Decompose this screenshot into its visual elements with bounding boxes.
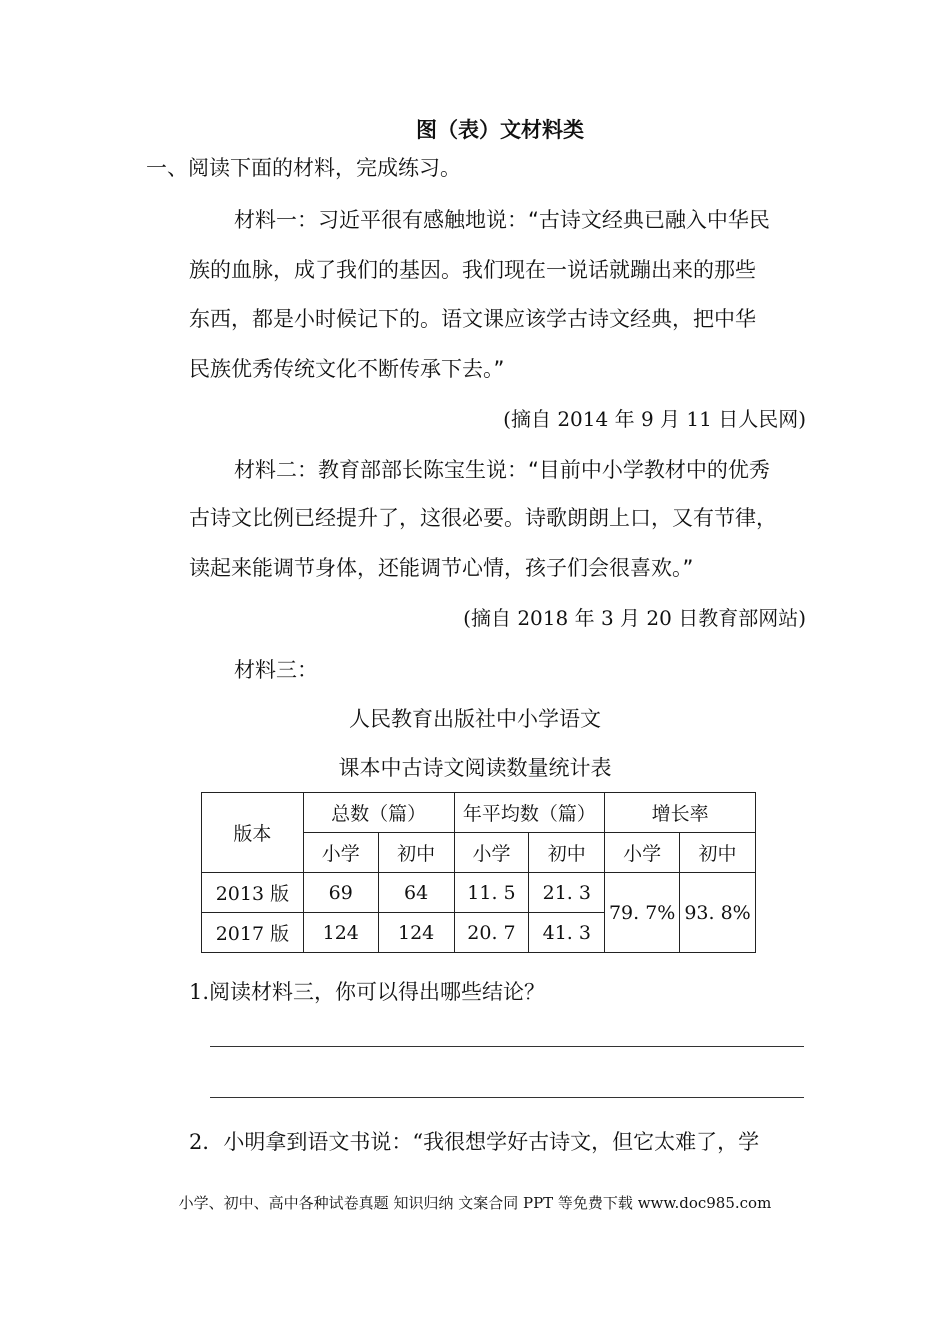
cell-avg-primary: 20. 7: [454, 913, 529, 953]
material3-label: 材料三：: [234, 658, 318, 682]
subheader-middle: 初中: [680, 833, 756, 873]
cell-total-middle: 64: [378, 873, 454, 913]
material1-line: 民族优秀传统文化不断传承下去。”: [189, 357, 505, 381]
subheader-middle: 初中: [378, 833, 454, 873]
page-title: 图（表）文材料类: [416, 117, 584, 142]
header-total: 总数（篇）: [303, 793, 454, 833]
cell-total-primary: 124: [303, 913, 378, 953]
subheader-primary: 小学: [605, 833, 680, 873]
cell-avg-middle: 41. 3: [529, 913, 605, 953]
subheader-primary: 小学: [454, 833, 529, 873]
header-average: 年平均数（篇）: [454, 793, 605, 833]
table-caption-line1: 人民教育出版社中小学语文: [349, 707, 601, 731]
material1-line: 族的血脉，成了我们的基因。我们现在一说话就蹦出来的那些: [189, 258, 756, 282]
cell-total-primary: 69: [303, 873, 378, 913]
cell-growth-middle: 93. 8%: [680, 873, 756, 953]
subheader-primary: 小学: [303, 833, 378, 873]
header-growth: 增长率: [605, 793, 756, 833]
material1-line: 东西，都是小时候记下的。语文课应该学古诗文经典，把中华: [189, 307, 756, 331]
question-2: 2．小明拿到语文书说：“我很想学好古诗文，但它太难了，学: [189, 1130, 760, 1154]
material2-line: 古诗文比例已经提升了，这很必要。诗歌朗朗上口，又有节律，: [189, 506, 777, 530]
material1-line: 材料一：习近平很有感触地说：“古诗文经典已融入中华民: [234, 208, 770, 232]
cell-version: 2013 版: [202, 873, 304, 913]
footer: 小学、初中、高中各种试卷真题 知识归纳 文案合同 PPT 等免费下载 www.doc985.com: [178, 1194, 772, 1212]
material1-source: (摘自 2014 年 9 月 11 日人民网): [503, 407, 806, 431]
material2-source: (摘自 2018 年 3 月 20 日教育部网站): [463, 606, 806, 630]
answer-line[interactable]: [210, 1097, 804, 1098]
cell-total-middle: 124: [378, 913, 454, 953]
cell-growth-primary: 79. 7%: [605, 873, 680, 953]
header-version: 版本: [202, 793, 304, 873]
table-row: [202, 873, 756, 913]
cell-version: 2017 版: [202, 913, 304, 953]
cell-avg-middle: 21. 3: [529, 873, 605, 913]
subheader-middle: 初中: [529, 833, 605, 873]
material2-line: 读起来能调节身体，还能调节心情，孩子们会很喜欢。”: [189, 556, 694, 580]
statistics-table: [201, 792, 756, 953]
question-1: 1.阅读材料三，你可以得出哪些结论？: [189, 980, 546, 1004]
table-caption-line2: 课本中古诗文阅读数量统计表: [338, 756, 612, 780]
material2-line: 材料二：教育部部长陈宝生说：“目前中小学教材中的优秀: [234, 458, 770, 482]
answer-line[interactable]: [210, 1046, 804, 1047]
question-heading: 一、阅读下面的材料，完成练习。: [146, 156, 461, 180]
cell-avg-primary: 11. 5: [454, 873, 529, 913]
